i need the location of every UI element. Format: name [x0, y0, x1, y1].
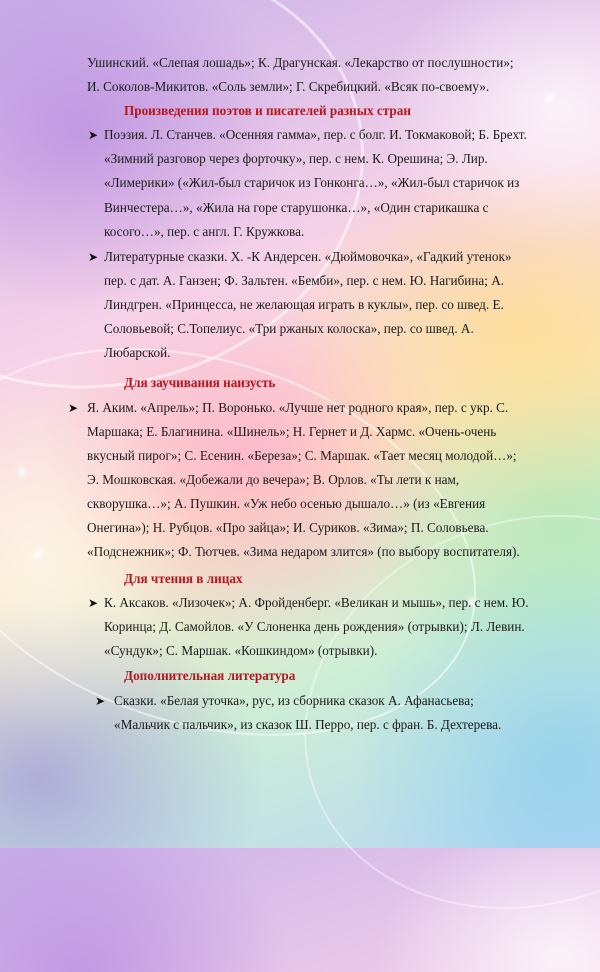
foreign-item-line: косого…», пер. с англ. Г. Кружкова. [104, 224, 305, 239]
arrowhead-bullet-icon: ➤ [88, 596, 99, 610]
intro-line: И. Соколов-Микитов. «Соль земли»; Г. Скребицкий. «Всяк по-своему». [87, 79, 490, 94]
foreign-item-line: Линдгрен. «Принцесса, не желающая играть в куклы», пер. со швед. Е. [104, 297, 504, 312]
foreign-item-line: Поэзия. Л. Станчев. «Осенняя гамма», пер. с болг. И. Токмаковой; Б. Брехт. [104, 127, 527, 142]
sparkle-icon [548, 96, 552, 100]
arrowhead-bullet-icon: ➤ [68, 401, 79, 415]
foreign-item-line: Соловьевой; С.Топелиус. «Три ржаных колоска», пер. со швед. А. [104, 321, 474, 336]
section-heading-roles: Для чтения в лицах [124, 571, 243, 586]
roles-line: «Сундук»; С. Маршак. «Кошкиндом» (отрывки). [104, 643, 378, 658]
memorize-line: скворушка…»; А. Пушкин. «Уж небо осенью дышало…» (из «Евгения [87, 496, 486, 511]
roles-line: К. Аксаков. «Лизочек»; А. Фройденберг. «Великан и мышь», пер. с нем. Ю. [104, 595, 529, 610]
sparkle-icon [20, 470, 24, 474]
foreign-item-line: Литературные сказки. Х. -К Андерсен. «Дюймовочка», «Гадкий утенок» [104, 249, 512, 264]
extra-line: «Мальчик с пальчик», из сказок Ш. Перро, пер. с фран. Б. Дехтерева. [114, 717, 502, 732]
memorize-line: Э. Мошковская. «Добежали до вечера»; В. Орлов. «Ты лети к нам, [87, 472, 460, 487]
foreign-item-line: Винчестера…», «Жила на горе старушонка…», «Один старикашка с [104, 200, 489, 215]
extra-line: Сказки. «Белая уточка», рус, из сборника сказок А. Афанасьева; [114, 693, 474, 708]
foreign-item-line: Любарской. [104, 345, 171, 360]
memorize-line: вкусный пирог»; С. Есенин. «Береза»; С. Маршак. «Тает месяц молодой…»; [87, 448, 517, 463]
foreign-item-line: «Лимерики» («Жил-был старичок из Гонконга…», «Жил-был старичок из [104, 175, 520, 190]
section-heading-extra: Дополнительная литература [124, 668, 296, 683]
memorize-line: Онегина»); Н. Рубцов. «Про зайца»; И. Суриков. «Зима»; П. Соловьева. [87, 520, 489, 535]
arrowhead-bullet-icon: ➤ [88, 128, 99, 142]
intro-line: Ушинский. «Слепая лошадь»; К. Драгунская. «Лекарство от послушности»; [87, 55, 514, 70]
roles-line: Коринца; Д. Самойлов. «У Слоненка день рождения» (отрывки); Л. Левин. [104, 619, 525, 634]
foreign-item-line: «Зимний разговор через форточку», пер. с нем. К. Орешина; Э. Лир. [104, 151, 488, 166]
section-heading-memorize: Для заучивания наизусть [124, 375, 276, 390]
section-heading-foreign: Произведения поэтов и писателей разных стран [124, 103, 411, 118]
memorize-line: «Подснежник»; Ф. Тютчев. «Зима недаром злится» (по выбору воспитателя). [87, 544, 520, 559]
arrowhead-bullet-icon: ➤ [88, 250, 99, 264]
sparkle-icon [36, 552, 40, 556]
arrowhead-bullet-icon: ➤ [95, 694, 106, 708]
memorize-line: Я. Аким. «Апрель»; П. Воронько. «Лучше нет родного края», пер. с укр. С. [87, 400, 509, 415]
foreign-item-line: пер. с дат. А. Ганзен; Ф. Зальтен. «Бемби», пер. с нем. Ю. Нагибина; А. [104, 273, 505, 288]
memorize-line: Маршака; Е. Благинина. «Шинель»; Н. Гернет и Д. Хармс. «Очень-очень [87, 424, 497, 439]
